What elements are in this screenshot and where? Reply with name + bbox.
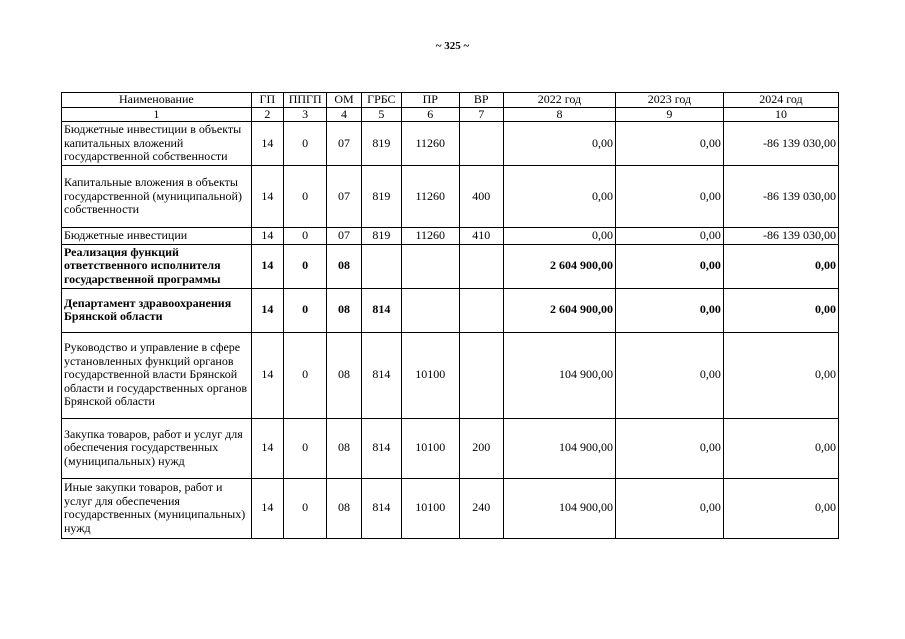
row-vr — [459, 332, 503, 418]
row-vr: 400 — [459, 166, 503, 228]
column-number: 3 — [283, 107, 326, 122]
row-value-2023: 0,00 — [615, 228, 723, 245]
row-pr: 11260 — [402, 228, 460, 245]
row-gp: 14 — [251, 478, 283, 538]
row-value-2024: 0,00 — [723, 478, 838, 538]
row-vr — [459, 288, 503, 332]
row-grbs: 814 — [361, 418, 401, 478]
row-pr: 10100 — [402, 418, 460, 478]
row-pr — [402, 288, 460, 332]
row-pr: 10100 — [402, 332, 460, 418]
row-pr: 11260 — [402, 122, 460, 166]
row-name: Бюджетные инвестиции в объекты капитальных вложений государственной собственности — [62, 122, 252, 166]
table-row — [62, 166, 839, 228]
row-gp: 14 — [251, 244, 283, 288]
table-row — [62, 332, 839, 418]
row-grbs: 814 — [361, 288, 401, 332]
row-name: Закупка товаров, работ и услуг для обеспечения государственных (муниципальных) нужд — [62, 418, 252, 478]
row-value-2022: 2 604 900,00 — [503, 244, 615, 288]
row-vr — [459, 244, 503, 288]
row-value-2022: 0,00 — [503, 122, 615, 166]
row-om: 08 — [327, 332, 361, 418]
table-row — [62, 288, 839, 332]
row-name: Капитальные вложения в объекты государственной (муниципальной) собственности — [62, 166, 252, 228]
row-gp: 14 — [251, 166, 283, 228]
row-vr: 200 — [459, 418, 503, 478]
row-name: Департамент здравоохранения Брянской области — [62, 288, 252, 332]
column-number: 8 — [503, 107, 615, 122]
row-value-2024: -86 139 030,00 — [723, 122, 838, 166]
table-row — [62, 228, 839, 245]
row-name: Руководство и управление в сфере установленных функций органов государственной власти Брянской области и государственных органов Брянской области — [62, 332, 252, 418]
row-name: Иные закупки товаров, работ и услуг для обеспечения государственных (муниципальных) нужд — [62, 478, 252, 538]
row-value-2024: 0,00 — [723, 288, 838, 332]
row-om: 07 — [327, 166, 361, 228]
row-om: 08 — [327, 288, 361, 332]
header-2024: 2024 год — [723, 93, 838, 108]
row-value-2024: 0,00 — [723, 418, 838, 478]
header-vr: ВР — [459, 93, 503, 108]
row-vr — [459, 122, 503, 166]
column-number: 2 — [251, 107, 283, 122]
row-value-2022: 104 900,00 — [503, 332, 615, 418]
row-ppgp: 0 — [283, 228, 326, 245]
row-value-2024: -86 139 030,00 — [723, 228, 838, 245]
row-om: 08 — [327, 244, 361, 288]
column-number-row — [62, 107, 839, 122]
row-om: 08 — [327, 478, 361, 538]
header-name: Наименование — [62, 93, 252, 108]
column-number: 9 — [615, 107, 723, 122]
row-ppgp: 0 — [283, 122, 326, 166]
row-om: 07 — [327, 228, 361, 245]
row-om: 08 — [327, 418, 361, 478]
row-value-2023: 0,00 — [615, 332, 723, 418]
row-grbs: 814 — [361, 332, 401, 418]
row-ppgp: 0 — [283, 332, 326, 418]
row-value-2024: 0,00 — [723, 332, 838, 418]
row-value-2023: 0,00 — [615, 244, 723, 288]
row-name: Реализация функций ответственного исполнителя государственной программы — [62, 244, 252, 288]
row-gp: 14 — [251, 288, 283, 332]
row-value-2023: 0,00 — [615, 478, 723, 538]
row-ppgp: 0 — [283, 288, 326, 332]
row-grbs: 819 — [361, 122, 401, 166]
row-gp: 14 — [251, 332, 283, 418]
row-value-2024: 0,00 — [723, 244, 838, 288]
row-name: Бюджетные инвестиции — [62, 228, 252, 245]
row-ppgp: 0 — [283, 244, 326, 288]
table-row — [62, 478, 839, 538]
header-grbs: ГРБС — [361, 93, 401, 108]
row-value-2022: 0,00 — [503, 228, 615, 245]
page-number: ~ 325 ~ — [435, 40, 470, 52]
row-grbs: 814 — [361, 478, 401, 538]
header-gp: ГП — [251, 93, 283, 108]
row-ppgp: 0 — [283, 166, 326, 228]
table-row — [62, 418, 839, 478]
row-value-2022: 104 900,00 — [503, 478, 615, 538]
table-row — [62, 122, 839, 166]
row-value-2023: 0,00 — [615, 122, 723, 166]
header-row — [62, 93, 839, 108]
row-ppgp: 0 — [283, 418, 326, 478]
row-vr: 240 — [459, 478, 503, 538]
column-number: 6 — [402, 107, 460, 122]
column-number: 7 — [459, 107, 503, 122]
header-2023: 2023 год — [615, 93, 723, 108]
header-2022: 2022 год — [503, 93, 615, 108]
column-number: 10 — [723, 107, 838, 122]
column-number: 1 — [62, 107, 252, 122]
row-gp: 14 — [251, 228, 283, 245]
column-number: 4 — [327, 107, 361, 122]
row-value-2023: 0,00 — [615, 288, 723, 332]
row-value-2022: 2 604 900,00 — [503, 288, 615, 332]
table-row — [62, 244, 839, 288]
row-grbs — [361, 244, 401, 288]
row-gp: 14 — [251, 122, 283, 166]
row-value-2024: -86 139 030,00 — [723, 166, 838, 228]
row-value-2023: 0,00 — [615, 166, 723, 228]
row-pr: 10100 — [402, 478, 460, 538]
row-gp: 14 — [251, 418, 283, 478]
row-vr: 410 — [459, 228, 503, 245]
row-grbs: 819 — [361, 228, 401, 245]
row-value-2023: 0,00 — [615, 418, 723, 478]
header-pr: ПР — [402, 93, 460, 108]
header-ppgp: ППГП — [283, 93, 326, 108]
row-om: 07 — [327, 122, 361, 166]
row-pr: 11260 — [402, 166, 460, 228]
column-number: 5 — [361, 107, 401, 122]
row-grbs: 819 — [361, 166, 401, 228]
row-pr — [402, 244, 460, 288]
row-value-2022: 104 900,00 — [503, 418, 615, 478]
row-value-2022: 0,00 — [503, 166, 615, 228]
header-om: ОМ — [327, 93, 361, 108]
budget-table — [61, 92, 839, 539]
row-ppgp: 0 — [283, 478, 326, 538]
